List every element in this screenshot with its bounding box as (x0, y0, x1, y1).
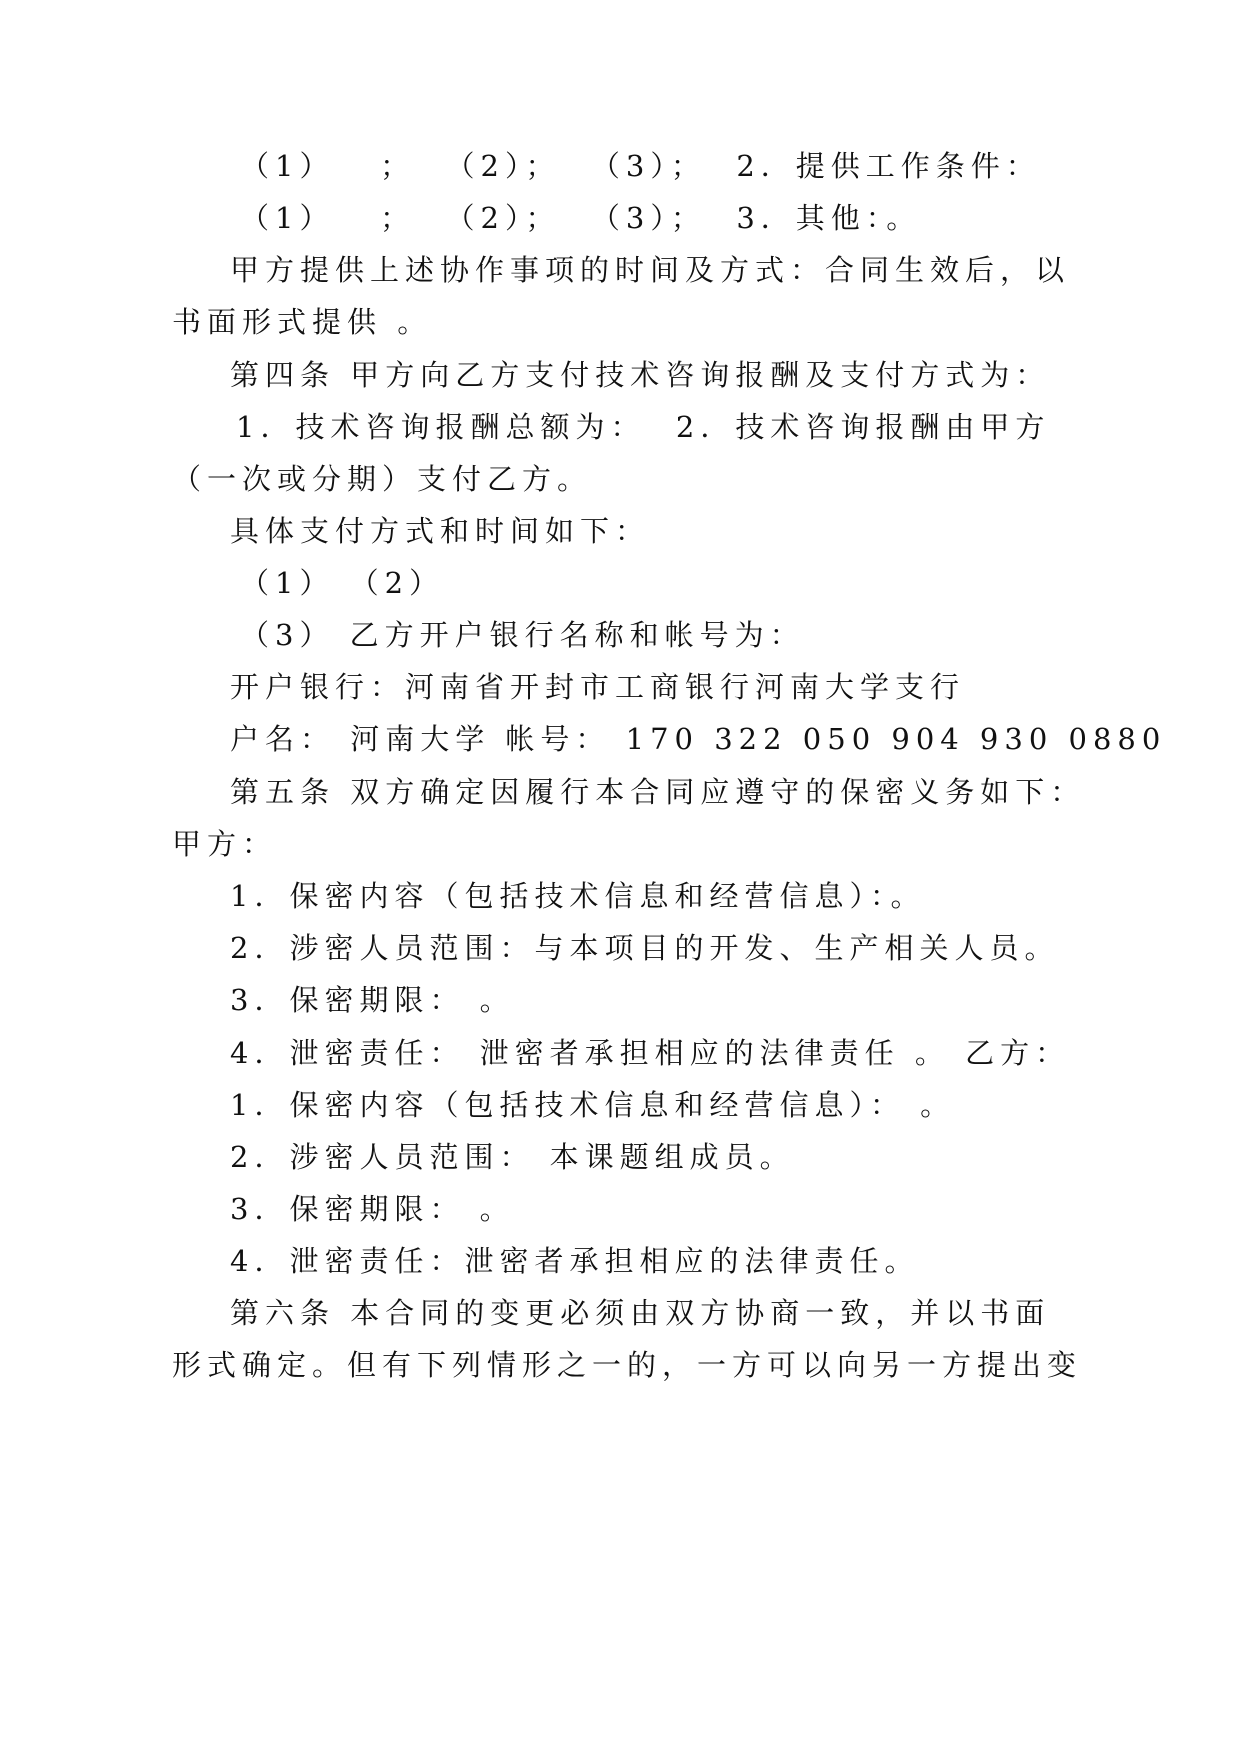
text-line-18: 4．泄密责任： 泄密者承担相应的法律责任 。 乙方： (230, 1036, 1071, 1070)
text-line-1: （1） ； （2）； （3）； 2．提供工作条件： (240, 149, 1041, 183)
article-4-heading: 第四条 甲方向乙方支付技术咨询报酬及支付方式为： (230, 358, 1051, 392)
text-line-22: 4．泄密责任：泄密者承担相应的法律责任。 (230, 1244, 920, 1278)
bank-name-line: 开户银行：河南省开封市工商银行河南大学支行 (230, 670, 966, 704)
text-line-6: 1．技术咨询报酬总额为： 2．技术咨询报酬由甲方 (236, 410, 1051, 444)
text-line-15: 1．保密内容（包括技术信息和经营信息）：。 (230, 879, 926, 913)
party-a-label: 甲方： (172, 827, 278, 861)
text-line-2: （1） ； （2）； （3）； 3．其他：。 (240, 201, 922, 235)
text-line-21: 3．保密期限： 。 (230, 1192, 515, 1226)
article-6-heading: 第六条 本合同的变更必须由双方协商一致，并以书面 (230, 1296, 1051, 1330)
text-line-8: 具体支付方式和时间如下： (230, 514, 651, 548)
text-line-20: 2．涉密人员范围： 本课题组成员。 (230, 1140, 795, 1174)
text-line-16: 2．涉密人员范围：与本项目的开发、生产相关人员。 (230, 931, 1060, 965)
text-line-4: 书面形式提供 。 (172, 305, 433, 339)
account-line: 户名： 河南大学 帐号： 170 322 050 904 930 0880 (230, 722, 1167, 756)
text-line-10: （3） 乙方开户银行名称和帐号为： (240, 618, 805, 652)
text-line-17: 3．保密期限： 。 (230, 983, 515, 1017)
text-line-9: （1） （2） (240, 566, 445, 600)
text-line-7: （一次或分期）支付乙方。 (172, 462, 593, 496)
text-line-19: 1．保密内容（包括技术信息和经营信息）： 。 (230, 1088, 956, 1122)
article-5-heading: 第五条 双方确定因履行本合同应遵守的保密义务如下： (230, 775, 1086, 809)
text-line-24: 形式确定。但有下列情形之一的，一方可以向另一方提出变 (172, 1348, 1083, 1382)
text-line-3: 甲方提供上述协作事项的时间及方式：合同生效后，以 (230, 253, 1071, 287)
